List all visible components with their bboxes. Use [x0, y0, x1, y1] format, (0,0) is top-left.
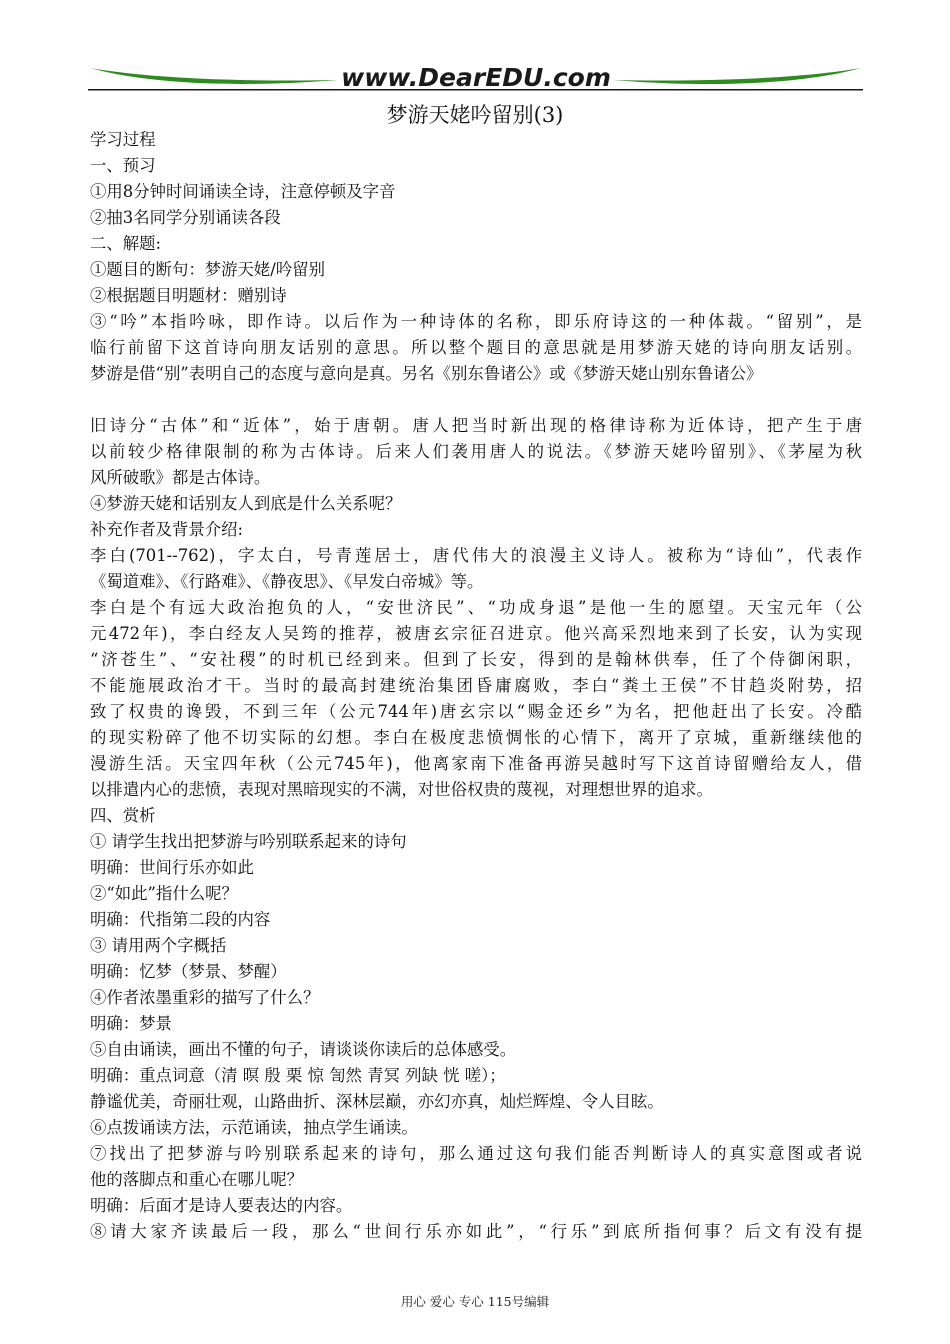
text-line: ⑥点拨诵读方法，示范诵读，抽点学生诵读。: [90, 1118, 418, 1137]
text-line: ②根据题目明题材：赠别诗: [90, 286, 287, 305]
text-line: 明确：重点词意（清 暝 殷 栗 惊 訇然 青冥 列缺 恍 嗟）；: [90, 1066, 506, 1085]
page-footer: 用心 爱心 专心 115号编辑: [400, 1294, 550, 1309]
text-line: 以排遣内心的悲愤，表现对黑暗现实的不满，对世俗权贵的蔑视，对理想世界的追求。: [90, 780, 713, 799]
left-leaf-swoosh: [90, 68, 338, 84]
blank-line: [90, 387, 862, 413]
text-line: ④梦游天姥和话别友人到底是什么关系呢？: [90, 494, 402, 513]
text-line: 明确：代指第二段的内容: [90, 910, 271, 929]
text-line: 风所破歌》都是古体诗。: [90, 468, 271, 487]
text-line: 《蜀道难》、《行路难》、《静夜思》、《早发白帝城》等。: [90, 572, 484, 591]
text-line: ① 请学生找出把梦游与吟别联系起来的诗句: [90, 832, 407, 851]
text-line: 的现实粉碎了他不切实际的幻想。李白在极度悲愤惆怅的心情下，离开了京城，重新继续他的: [90, 728, 862, 747]
text-line: 李白(701--762)，字太白，号青莲居士，唐代伟大的浪漫主义诗人。被称为“诗仙”，代表作: [90, 546, 862, 565]
text-line: 补充作者及背景介绍:: [90, 520, 244, 539]
text-line: 以前较少格律限制的称为古体诗。后来人们袭用唐人的说法。《梦游天姥吟留别》、《茅屋为秋: [90, 442, 862, 461]
text-line: ①题目的断句：梦游天姥/吟留别: [90, 260, 325, 279]
text-line: 旧诗分“古体”和“近体”，始于唐朝。唐人把当时新出现的格律诗称为近体诗，把产生于唐: [90, 416, 862, 435]
text-line: 明确：世间行乐亦如此: [90, 858, 254, 877]
text-line: 不能施展政治才干。当时的最高封建统治集团昏庸腐败，李白“粪土王侯”不甘趋炎附势，招: [90, 676, 862, 695]
site-header-logo: [88, 56, 863, 96]
text-line: ③ 请用两个字概括: [90, 936, 227, 955]
text-line: ⑧请大家齐读最后一段，那么“世间行乐亦如此”，“行乐”到底所指何事？后文有没有提: [90, 1222, 862, 1241]
text-line: 四、赏析: [90, 806, 156, 825]
text-line: ③“吟”本指吟咏，即作诗。以后作为一种诗体的名称，即乐府诗这的一种体裁。“留别”，是: [90, 312, 862, 331]
text-line: 元472年)，李白经友人吴筠的推荐，被唐玄宗征召进京。他兴高采烈地来到了长安，认为实现: [90, 624, 862, 643]
text-line: ⑦找出了把梦游与吟别联系起来的诗句，那么通过这句我们能否判断诗人的真实意图或者说: [90, 1144, 862, 1163]
text-line: 明确：忆梦（梦景、梦醒）: [90, 962, 287, 981]
text-line: 漫游生活。天宝四年秋（公元745年)，他离家南下准备再游吴越时写下这首诗留赠给友人，借: [90, 754, 862, 773]
text-line: 静谧优美，奇丽壮观，山路曲折、深林层巅，亦幻亦真，灿烂辉煌、令人目眩。: [90, 1092, 664, 1111]
right-leaf-swoosh: [613, 68, 861, 84]
page-title: 梦游天姥吟留别(3): [386, 103, 564, 127]
text-line: 致了权贵的谗毁，不到三年（公元744年)唐玄宗以“赐金还乡”为名，把他赶出了长安。冷酷: [90, 702, 862, 721]
text-line: 梦游是借“别”表明自己的态度与意向是真。另名《别东鲁诸公》或《梦游天姥山别东鲁诸公》: [90, 364, 763, 383]
text-line: 明确：后面才是诗人要表达的内容。: [90, 1196, 353, 1215]
text-line: ②抽3名同学分别诵读各段: [90, 208, 281, 227]
text-line: ④作者浓墨重彩的描写了什么？: [90, 988, 320, 1007]
text-line: 一、预习: [90, 156, 156, 175]
text-line: 临行前留下这首诗向朋友话别的意思。所以整个题目的意思就是用梦游天姥的诗向朋友话别。: [90, 338, 862, 357]
text-line: ⑤自由诵读，画出不懂的句子，请谈谈你读后的总体感受。: [90, 1040, 517, 1059]
text-line: “济苍生”、“安社稷”的时机已经到来。但到了长安，得到的是翰林供奉，任了个侍御闲职，: [90, 650, 862, 669]
document-body: [90, 127, 862, 1245]
text-line: ②“如此”指什么呢？: [90, 884, 238, 903]
logo-text: www.DearEDU.com: [341, 63, 611, 92]
text-line: 明确：梦景: [90, 1014, 172, 1033]
text-line: 他的落脚点和重心在哪儿呢？: [90, 1170, 304, 1189]
header-banner-graphic: [88, 56, 863, 96]
text-line: 李白是个有远大政治抱负的人，“安世济民”、“功成身退”是他一生的愿望。天宝元年（公: [90, 598, 862, 617]
text-line: 学习过程: [90, 130, 156, 149]
text-line: ①用8分钟时间诵读全诗，注意停顿及字音: [90, 182, 396, 201]
text-line: 二、解题:: [90, 234, 162, 253]
